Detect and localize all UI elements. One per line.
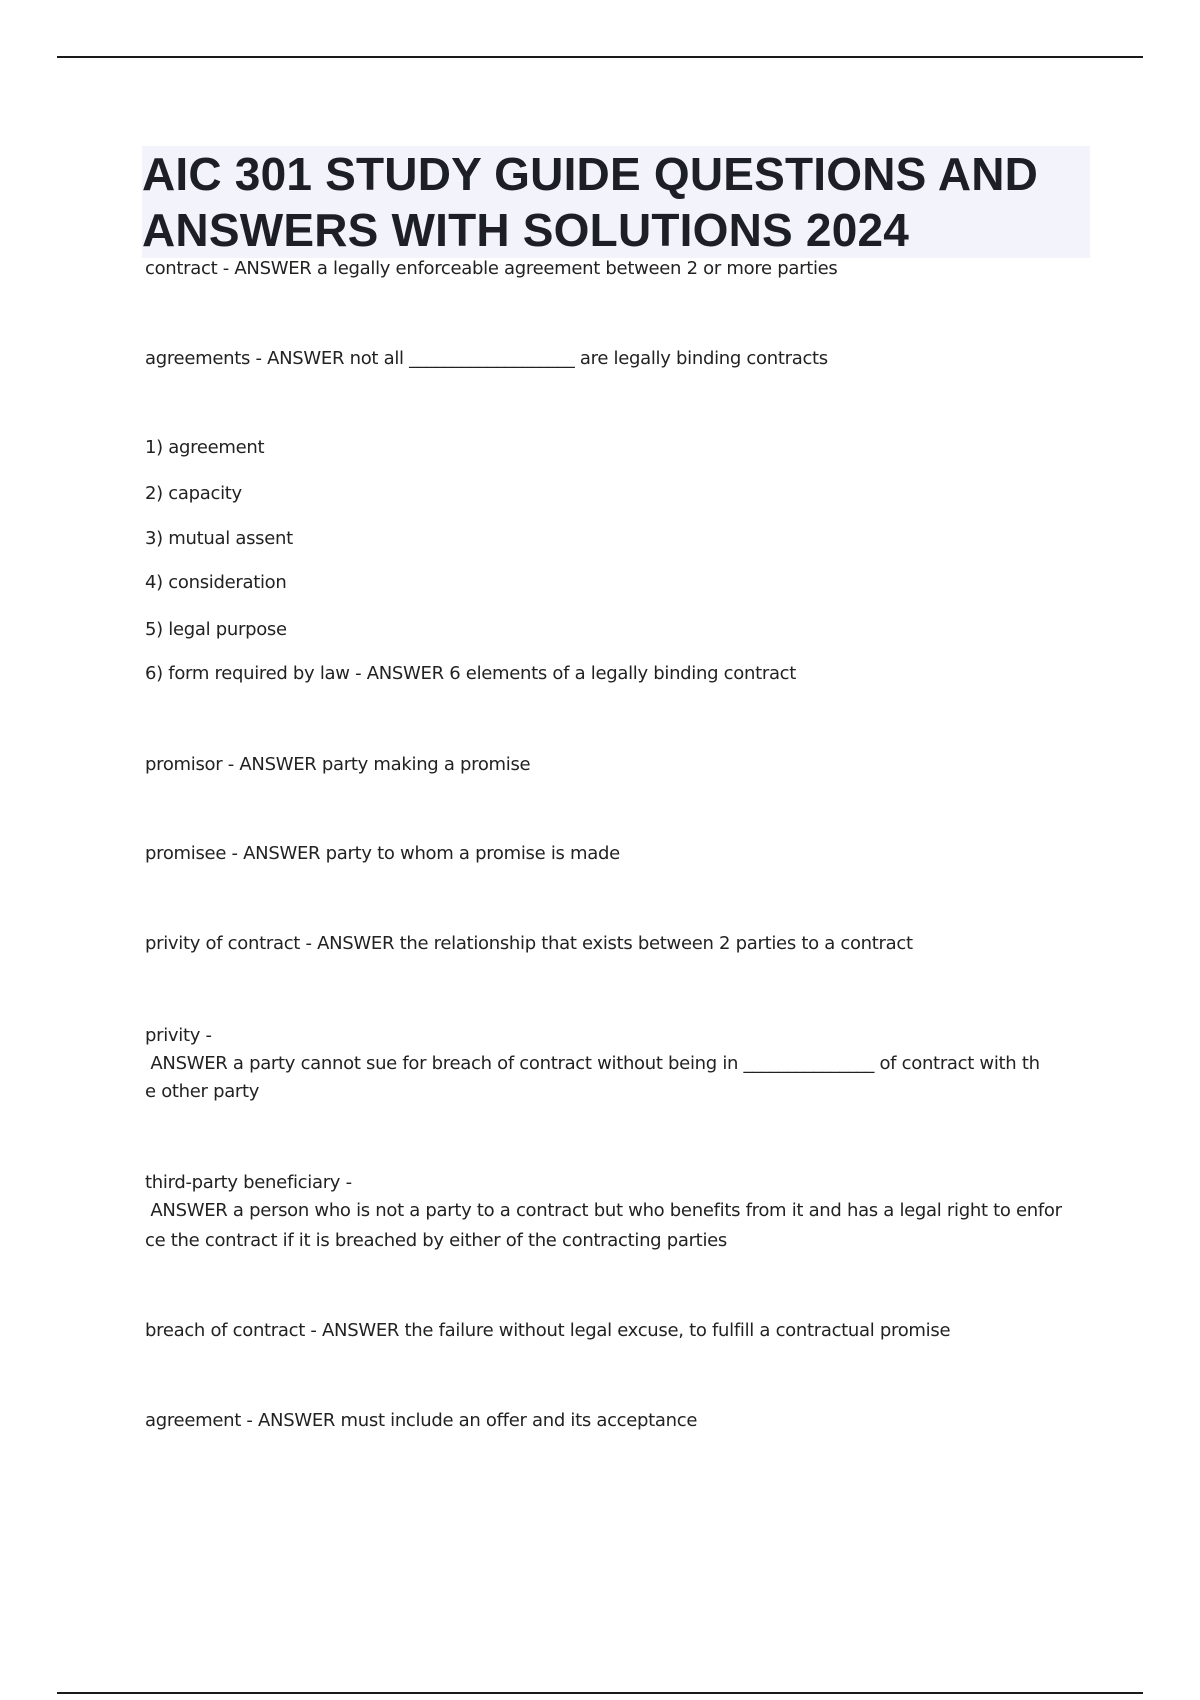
list-item: 6) form required by law - ANSWER 6 elements of a legally binding contract xyxy=(145,663,797,684)
document-title xyxy=(142,146,1090,258)
entry-third-party-line-3: ce the contract if it is breached by either of the contracting parties xyxy=(145,1230,727,1251)
entry-third-party-line-1: third-party beneficiary - xyxy=(145,1172,352,1193)
entry-privity-of-contract: privity of contract - ANSWER the relationship that exists between 2 parties to a contract xyxy=(145,933,913,954)
entry-breach-of-contract: breach of contract - ANSWER the failure without legal excuse, to fulfill a contractual promise xyxy=(145,1320,951,1341)
entry-third-party-line-2: ANSWER a person who is not a party to a contract but who benefits from it and has a legal right to enfor xyxy=(145,1200,1062,1221)
entry-privity-line-1: privity - xyxy=(145,1025,212,1046)
title-line-2: ANSWERS WITH SOLUTIONS 2024 xyxy=(142,204,910,256)
entry-privity-line-3: e other party xyxy=(145,1081,260,1102)
entry-privity-line-2: ANSWER a party cannot sue for breach of contract without being in _______________ of contract with th xyxy=(145,1053,1040,1074)
entry-agreements: agreements - ANSWER not all ___________________ are legally binding contracts xyxy=(145,348,828,369)
list-item: 4) consideration xyxy=(145,572,287,593)
list-item: 1) agreement xyxy=(145,437,265,458)
entry-contract: contract - ANSWER a legally enforceable agreement between 2 or more parties xyxy=(145,258,838,279)
title-line-1: AIC 301 STUDY GUIDE QUESTIONS AND xyxy=(142,148,1039,200)
top-rule xyxy=(57,56,1143,58)
entry-promisee: promisee - ANSWER party to whom a promise is made xyxy=(145,843,620,864)
title-block xyxy=(142,146,1090,258)
bottom-rule xyxy=(57,1692,1143,1694)
list-item: 3) mutual assent xyxy=(145,528,293,549)
entry-agreement: agreement - ANSWER must include an offer and its acceptance xyxy=(145,1410,698,1431)
list-item: 5) legal purpose xyxy=(145,619,287,640)
entry-promisor: promisor - ANSWER party making a promise xyxy=(145,754,531,775)
list-item: 2) capacity xyxy=(145,483,242,504)
